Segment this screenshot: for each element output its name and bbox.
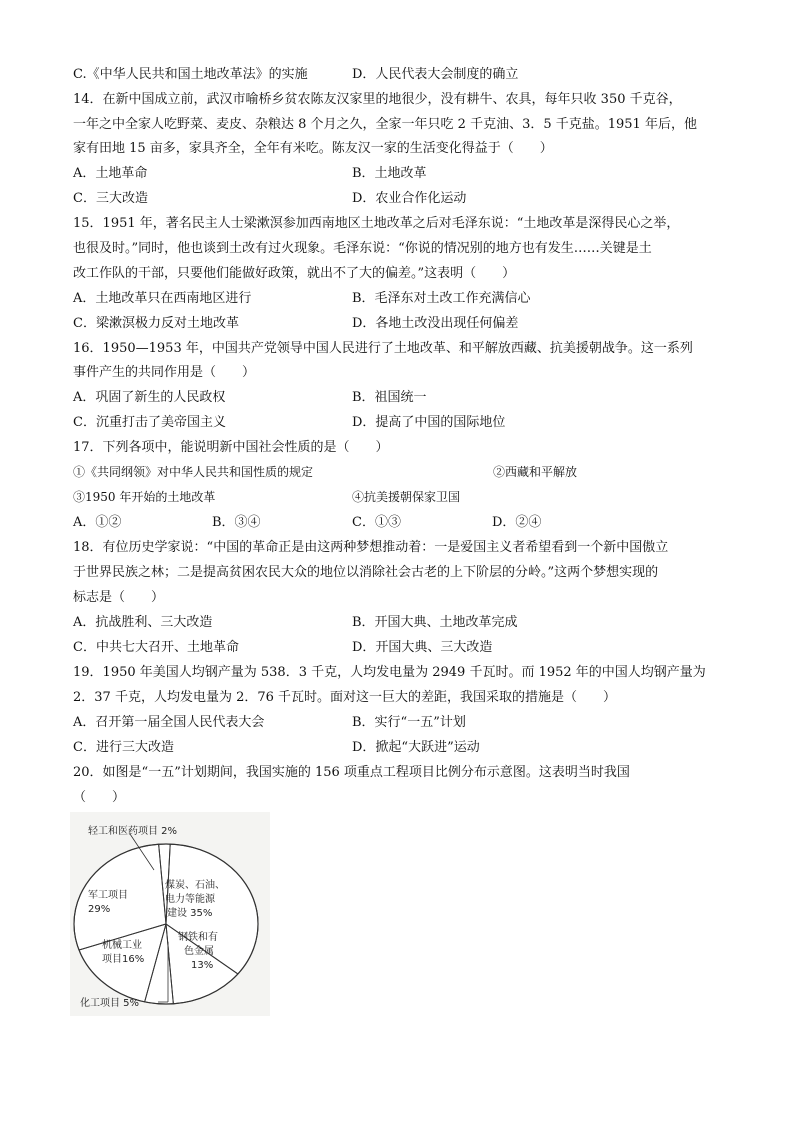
q17-item-2: ②西藏和平解放 (493, 465, 578, 479)
q17-option-d: D．②④ (492, 515, 542, 530)
q17-item-4: ④抗美援朝保家卫国 (352, 490, 461, 504)
q14-stem-line: 家有田地 15 亩多，家具齐全，全年有米吃。陈友汉一家的生活变化得益于（ ） (73, 141, 553, 156)
q17-option-a: A．①② (73, 515, 122, 530)
q13-option-d: D．人民代表大会制度的确立 (352, 67, 519, 82)
q15-option-b: B．毛泽东对土改工作充满信心 (352, 291, 531, 306)
q17-stem-line: 17．下列各项中，能说明新中国社会性质的是（ ） (73, 440, 389, 455)
q18-option-d: D．开国大典、三大改造 (352, 640, 493, 655)
q14-stem-line: 14．在新中国成立前，武汉市喻桥乡贫农陈友汉家里的地很少，没有耕牛、农具，每年只收 350 千克谷， (73, 92, 682, 107)
pie-chart-svg (70, 812, 270, 1016)
light-industry-label: 轻工和医药项目 2% (88, 826, 178, 837)
q14-option-c: C．三大改造 (73, 191, 148, 206)
q19-option-c: C．进行三大改造 (73, 740, 174, 755)
q20-stem-line: （ ） (73, 790, 126, 805)
q17-item-1: ①《共同纲领》对中华人民共和国性质的规定 (73, 465, 314, 479)
q19-stem-line: 19．1950 年美国人均钢产量为 538．3 千克，人均发电量为 2949 千瓦时。而 1952 年的中国人均钢产量为 (73, 665, 706, 680)
energy-label: 电力等能源 (165, 894, 215, 905)
pie-slices (74, 844, 258, 1004)
q19-option-b: B．实行“一五”计划 (352, 715, 466, 730)
q16-stem-line: 事件产生的共同作用是（ ） (73, 365, 256, 380)
energy-label: 建设 35% (167, 908, 213, 919)
q15-option-c: C．梁漱溟极力反对土地改革 (73, 316, 239, 331)
steel-label: 钢铁和有 (178, 932, 218, 943)
q15-option-d: D．各地土改没出现任何偏差 (352, 316, 519, 331)
q18-option-c: C．中共七大召开、土地革命 (73, 640, 239, 655)
chemical-label: 化工项目 5% (80, 998, 140, 1009)
q15-stem-line: 15．1951 年，著名民主人士梁漱溟参加西南地区土地改革之后对毛泽东说：“土地改革是深得民心之举， (73, 216, 680, 231)
machinery-label: 项目16% (102, 954, 145, 965)
q19-option-d: D．掀起“大跃进”运动 (352, 740, 480, 755)
q18-stem-line: 18．有位历史学家说：“中国的革命正是由这两种梦想推动着：一是爱国主义者希望看到一个新中国傲立 (73, 540, 669, 555)
q16-option-a: A．巩固了新生的人民政权 (73, 390, 226, 405)
q16-option-b: B．祖国统一 (352, 390, 427, 405)
q16-option-d: D．提高了中国的国际地位 (352, 415, 506, 430)
q17-option-b: B．③④ (212, 515, 261, 530)
q19-stem-line: 2．37 千克，人均发电量为 2．76 千瓦时。面对这一巨大的差距，我国采取的措施是（ ） (73, 690, 617, 705)
steel-label: 13% (191, 960, 214, 971)
machinery-label: 机械工业 (102, 940, 142, 951)
q16-stem-line: 16．1950—1953 年，中国共产党领导中国人民进行了土地改革、和平解放西藏、抗美援朝战争。这一系列 (73, 341, 693, 356)
q17-item-3: ③1950 年开始的土地改革 (73, 490, 216, 504)
q19-option-a: A．召开第一届全国人民代表大会 (73, 715, 265, 730)
q16-option-c: C．沉重打击了美帝国主义 (73, 415, 226, 430)
q18-option-a: A．抗战胜利、三大改造 (73, 615, 213, 630)
military-label: 军工项目 (88, 890, 128, 901)
military-label: 29% (88, 904, 111, 915)
q14-option-a: A．土地革命 (73, 166, 148, 181)
q14-stem-line: 一年之中全家人吃野菜、麦皮、杂粮达 8 个月之久，全家一年只吃 2 千克油、3．5 千克盐。1951 年后，他 (73, 117, 697, 132)
q20-stem-line: 20．如图是“一五”计划期间，我国实施的 156 项重点工程项目比例分布示意图。这表明当时我国 (73, 765, 630, 780)
q15-option-a: A．土地改革只在西南地区进行 (73, 291, 252, 306)
q18-option-b: B．开国大典、土地改革完成 (352, 615, 518, 630)
q14-option-d: D．农业合作化运动 (352, 191, 467, 206)
q14-option-b: B．土地改革 (352, 166, 427, 181)
pie-chart (70, 812, 270, 1016)
energy-label: 煤炭、石油、 (165, 880, 225, 891)
q18-stem-line: 于世界民族之林；二是提高贫困农民大众的地位以消除社会古老的上下阶层的分岭。”这两个梦想实现的 (73, 565, 659, 580)
q13-option-c: C.《中华人民共和国土地改革法》的实施 (73, 67, 308, 82)
q15-stem-line: 改工作队的干部，只要他们能做好政策，就出不了大的偏差。”这表明（ ） (73, 266, 516, 281)
q17-option-c: C．①③ (352, 515, 401, 530)
q15-stem-line: 也很及时。”同时，他也谈到土改有过火现象。毛泽东说：“你说的情况别的地方也有发生……关键是土 (73, 241, 652, 256)
steel-label: 色金属 (184, 946, 214, 957)
q18-stem-line: 标志是（ ） (73, 590, 165, 605)
